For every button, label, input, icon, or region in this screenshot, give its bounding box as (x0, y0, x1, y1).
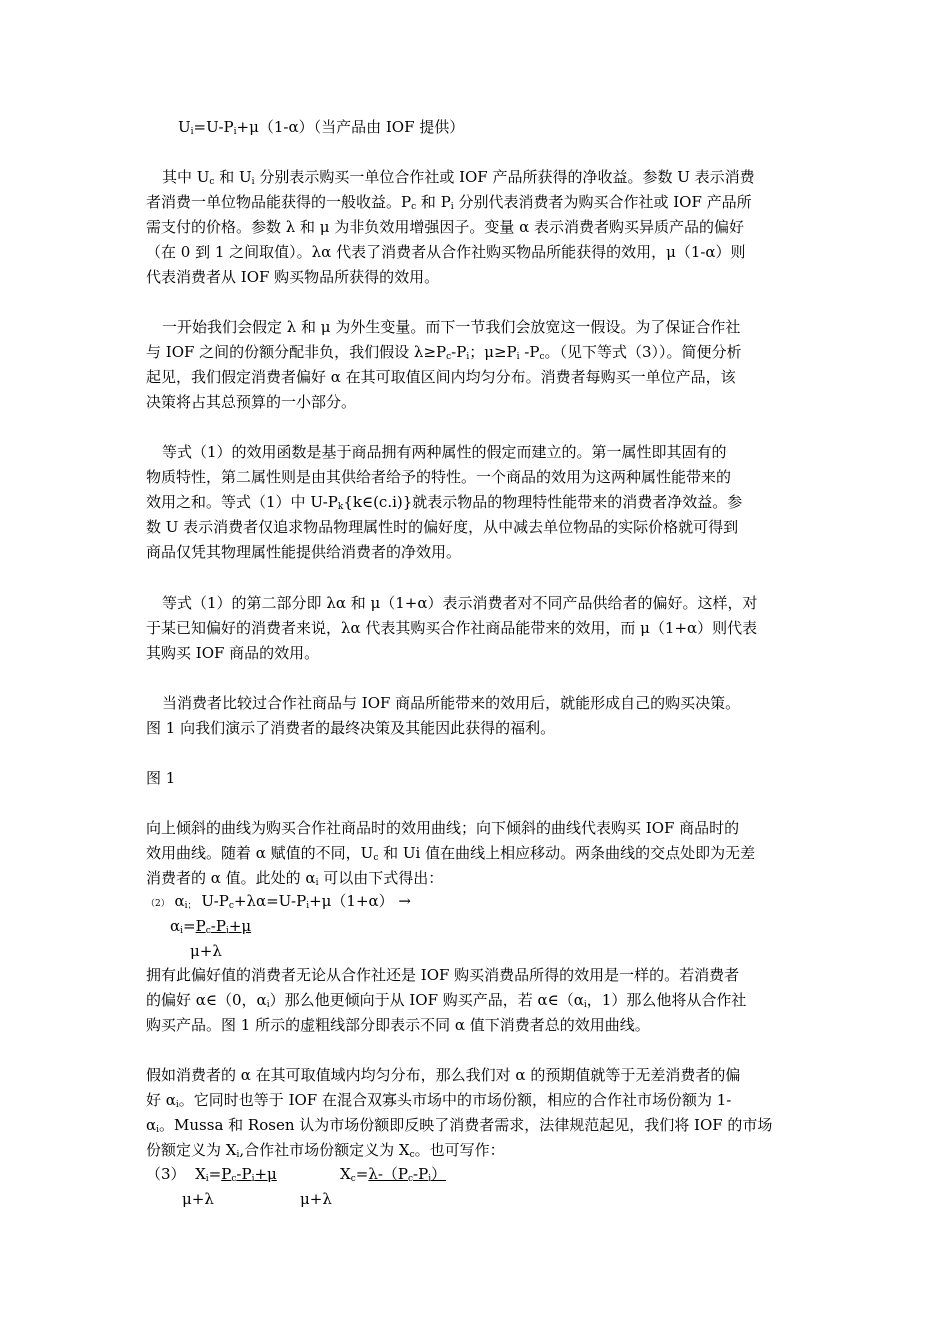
equation-line: （2） $\alpha_{i;}$ $U-P_c+\lambda\alpha=U-P_i+\mu(1+\alpha)$ → (146, 892, 412, 911)
text-line: 代表消费者从 IOF 购买物品所获得的效用。 (146, 268, 440, 286)
equation-1-iof-line: $U_i=U-P_i+\mu(1-\alpha)$（当产品由 IOF 提供） (178, 118, 465, 137)
text-line: 效用曲线。随着 α 赋值的不同，$U_c$ 和 Ui 值在曲线上相应移动。两条曲线的交点处即为无差 (146, 844, 756, 863)
text-line: 份额定义为 $X_i$,合作社市场份额定义为 $X_c$。也可写作： (146, 1141, 505, 1160)
text-line: 假如消费者的 α 在其可取值域内均匀分布，那么我们对 α 的预期值就等于无差消费者的偏 (146, 1066, 741, 1084)
text-line: 图 1 向我们演示了消费者的最终决策及其能因此获得的福利。 (146, 719, 556, 737)
equation-denominator-xi: μ+λ (182, 1190, 214, 1208)
text-line: 好 $\alpha_i$。它同时也等于 IOF 在混合双寡头市场中的市场份额，相应的合作社市场份额为 1- (146, 1091, 732, 1110)
text-line: 拥有此偏好值的消费者无论从合作社还是 IOF 购买消费品所得的效用是一样的。若消费者 (146, 966, 740, 984)
text-line: 购买产品。图 1 所示的虚粗线部分即表示不同 α 值下消费者总的效用曲线。 (146, 1016, 650, 1034)
text-line: 决策将占其总预算的一小部分。 (146, 393, 357, 411)
text-line: 与 IOF 之间的份额分配非负，我们假设 $\lambda\ge P_c-P_i$；$\mu\ge P_i$ $-P_c$。（见下等式（3））。简便分析 (146, 343, 742, 362)
equation-denominator-line: μ+λ (190, 942, 222, 960)
text-line: 一开始我们会假定 λ 和 μ 为外生变量。而下一节我们会放宽这一假设。为了保证合作社 (162, 318, 741, 336)
text-line: 向上倾斜的曲线为购买合作社商品时的效用曲线；向下倾斜的曲线代表购买 IOF 商品时的 (146, 819, 740, 837)
text-line: $\alpha_i$。Mussa 和 Rosen 认为市场份额即反映了消费者需求，法律规范起见，我们将 IOF 的市场 (146, 1116, 773, 1135)
text-line: 当消费者比较过合作社商品与 IOF 商品所能带来的效用后，就能形成自己的购买决策。 (162, 694, 741, 712)
text-line: 商品仅凭其物理属性能提供给消费者的净效用。 (146, 543, 462, 561)
text-line: （在 0 到 1 之间取值）。λα 代表了消费者从合作社购买物品所能获得的效用，μ（1-α）则 (146, 243, 746, 261)
text-line: 等式（1）的第二部分即 λα 和 μ（1+α）表示消费者对不同产品供给者的偏好。这样，对 (162, 594, 758, 612)
equation-line-xc: $X_c=\lambda-(P_c-P_i)$ (340, 1165, 447, 1184)
text-line: 于某已知偏好的消费者来说，λα 代表其购买合作社商品能带来的效用，而 μ（1+α）则代表 (146, 619, 758, 637)
equation-numerator-line: $\alpha_i=P_c-P_i+\mu$ (170, 917, 252, 936)
text-line: 其中 $U_c$ 和 $U_i$ 分别表示购买一单位合作社或 IOF 产品所获得的净收益。参数 U 表示消费 (162, 168, 755, 187)
text-line: 的偏好 α∈（0，$\alpha_i$）那么他更倾向于从 IOF 购买产品，若 $\alpha\in(\alpha_i$，1）那么他将从合作社 (146, 991, 747, 1010)
equation-line: （3） $X_i=P_c-P_i+\mu$ (146, 1165, 277, 1184)
text-line: 者消费一单位物品能获得的一般收益。$P_c$ 和 $P_i$ 分别代表消费者为购买合作社或 IOF 产品所 (146, 193, 752, 212)
text-line: 等式（1）的效用函数是基于商品拥有两种属性的假定而建立的。第一属性即其固有的 (162, 443, 727, 461)
text-line: 起见，我们假定消费者偏好 α 在其可取值区间内均匀分布。消费者每购买一单位产品，该 (146, 368, 736, 386)
text-line: 效用之和。等式（1）中 $U-P_k\{k\in(c.i)\}$就表示物品的物理特性能带来的消费者净效益。参 (146, 493, 743, 512)
text-line: 数 U 表示消费者仅追求物品物理属性时的偏好度，从中减去单位物品的实际价格就可得到 (146, 518, 739, 536)
text-line: 物质特性，第二属性则是由其供给者给予的特性。一个商品的效用为这两种属性能带来的 (146, 468, 732, 486)
text-line: 其购买 IOF 商品的效用。 (146, 644, 320, 662)
text-line: 需支付的价格。参数 λ 和 μ 为非负效用增强因子。变量 α 表示消费者购买异质产品的偏好 (146, 218, 744, 236)
text-line: 消费者的 α 值。此处的 $\alpha_i$ 可以由下式得出： (146, 869, 444, 888)
equation-denominator-xc: μ+λ (300, 1190, 332, 1208)
figure-caption: 图 1 (146, 769, 176, 787)
